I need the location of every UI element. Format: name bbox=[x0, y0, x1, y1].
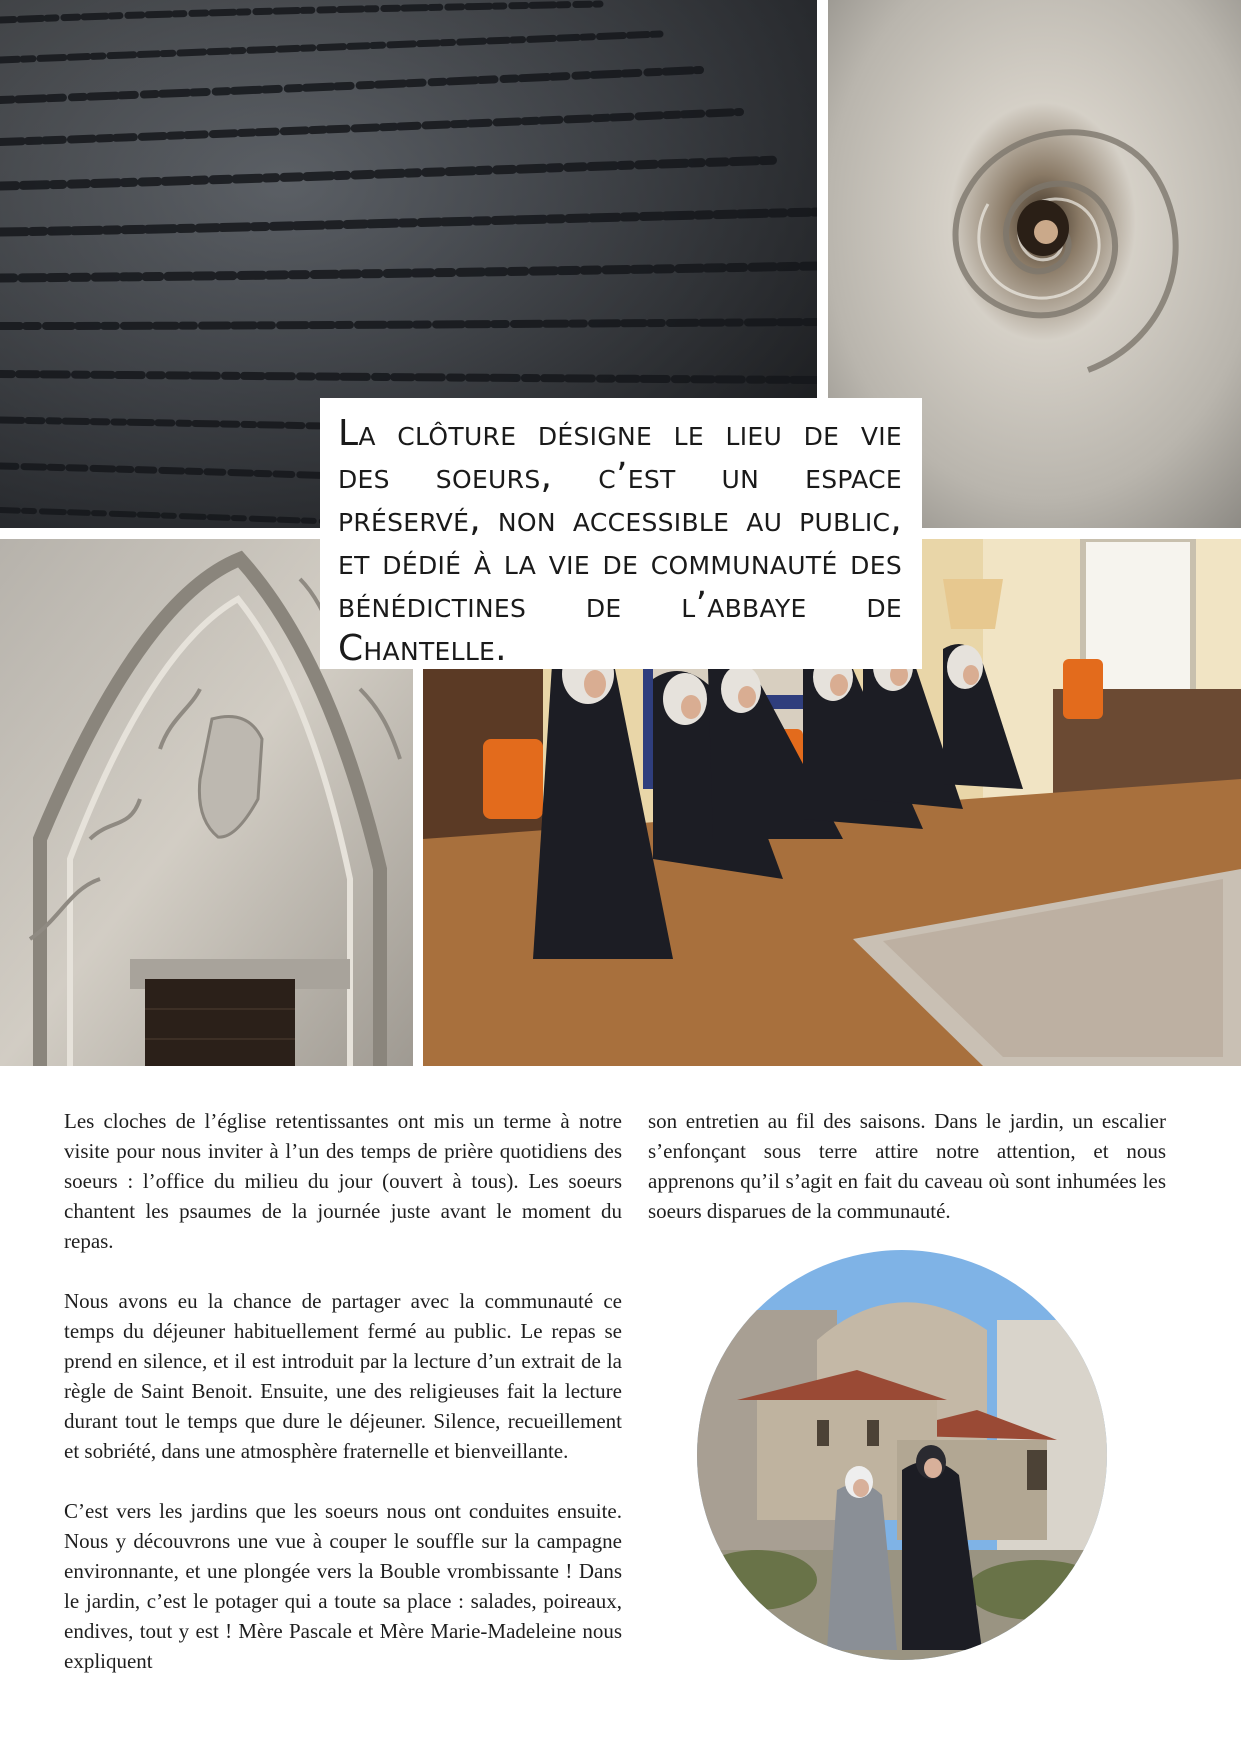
caption-box bbox=[320, 398, 922, 669]
caption-text: La clôture désigne le lieu de vie des soeurs, c’est un espace préservé, non accessible au public, et dédié à la vie de communauté des bénédictines de l’abbaye de Chantelle. bbox=[338, 413, 902, 669]
article-paragraph: Nous avons eu la chance de partager avec la communauté ce temps du déjeuner habituellement fermé au public. Le repas se prend en silence, et il est introduit par la lecture d’un extrait de la règle de Saint Benoit. Ensuite, une des religieuses fait la lecture durant tout le temps que dure le déjeuner. Silence, recueillement et sobriété, dans une atmosphère fraternelle et bienveillante. bbox=[64, 1289, 622, 1463]
article-paragraph: Les cloches de l’église retentissantes ont mis un terme à notre visite pour nous inviter à l’un des temps de prière quotidiens des soeurs : l’office du milieu du jour (ouvert à tous). Les soeurs chantent les psaumes de la journée juste avant le moment du repas. bbox=[64, 1109, 622, 1253]
article-column-right bbox=[648, 1106, 1166, 1256]
article-paragraph: C’est vers les jardins que les soeurs nous ont conduites ensuite. Nous y découvrons une vue à couper le souffle sur la campagne environnante, et une plongée vers la Bouble vrombissante ! Dans le jardin, c’est le potager qui a toute sa place : salades, poireaux, endives, tout y est ! Mère Pascale et Mère Marie-Madeleine nous expliquent bbox=[64, 1499, 622, 1673]
article-column-left bbox=[64, 1106, 622, 1706]
article-paragraph: son entretien au fil des saisons. Dans le jardin, un escalier s’enfonçant sous terre attire notre attention, et nous apprenons qu’il s’agit en fait du caveau où sont inhumées les soeurs disparues de la communauté. bbox=[648, 1109, 1166, 1223]
photo-garden bbox=[697, 1250, 1107, 1660]
